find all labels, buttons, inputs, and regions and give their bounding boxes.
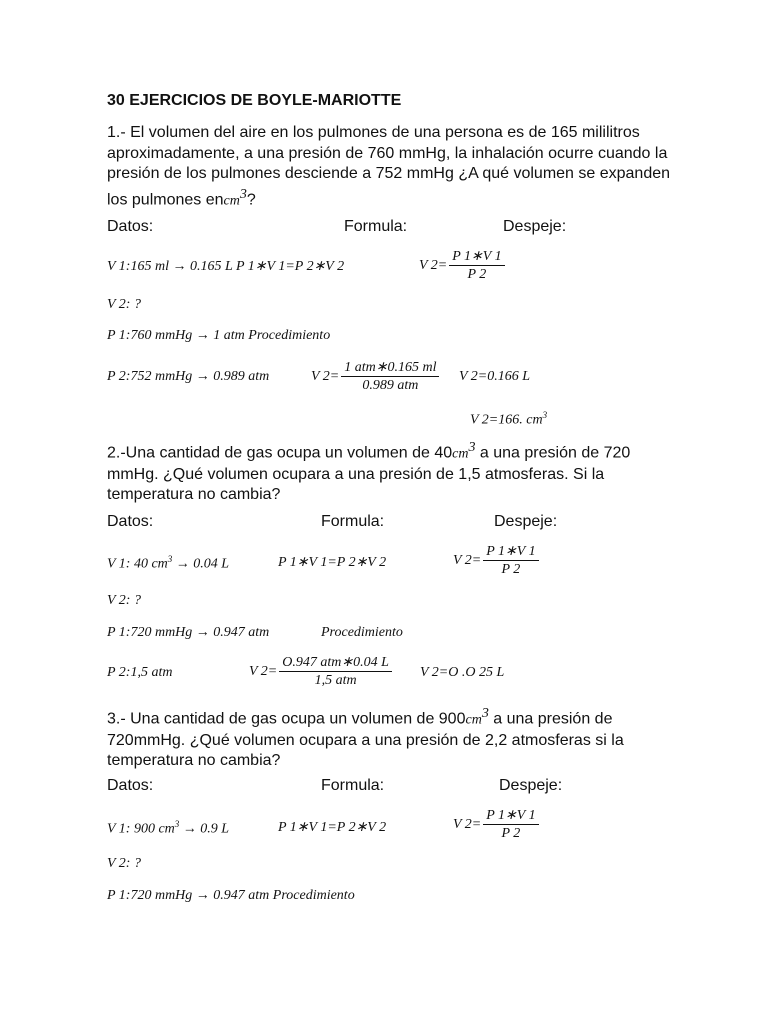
- ex3-despeje: V 2= $\frac{P 1∗V 1}{P 2}$: [453, 808, 539, 841]
- formula-label-1: Formula:: [344, 218, 408, 235]
- ex2-v1: V 1: 40 $cm^3 \to 0.04$ L: [107, 554, 230, 572]
- ex1-result-liters: V 2=0.166 L: [459, 369, 531, 384]
- despeje-label-1: Despeje:: [503, 218, 567, 235]
- ex1-formula: P 1∗V 1=P 2∗V 2: [236, 259, 345, 274]
- ex2-p1: P 1:720 mmHg → 0.947 atm: [107, 625, 270, 640]
- ex2-result: V 2=O .O 25 L: [420, 665, 505, 680]
- ex3-v1: V 1: 900 $cm^3 \to 0.9$ L: [107, 819, 230, 837]
- ex3-p1: P 1:720 mmHg → 0.947 atm Procedimiento: [107, 888, 355, 903]
- datos-label-1: Datos:: [107, 218, 154, 235]
- ex2-formula: P 1∗V 1=P 2∗V 2: [278, 555, 387, 570]
- despeje-label-2: Despeje:: [494, 513, 558, 530]
- formula-label-2: Formula:: [321, 513, 385, 530]
- despeje-label-3: Despeje:: [499, 777, 563, 794]
- formula-label-3: Formula:: [321, 777, 385, 794]
- ex2-despeje: V 2= $\frac{P 1∗V 1}{P 2}$: [453, 544, 539, 577]
- ex2-procedimiento: Procedimiento: [321, 625, 403, 640]
- exercise-1-question: 1.- El volumen del aire en los pulmones de una persona es de 165 mililitros aproximadamente, a una presión de 760 mmHg, la inhalación ocurre cuando la presión de los pulmones desciende a 752 mmHg ¿A qué volumen se expanden los pulmones encm$^3$?: [107, 124, 671, 208]
- ex3-formula: P 1∗V 1=P 2∗V 2: [278, 820, 387, 835]
- ex3-procedimiento: Procedimiento: [272, 888, 355, 903]
- ex1-p1: P 1:760 mmHg → 1 atm Procedimiento: [107, 328, 331, 343]
- ex1-p2: P 2:752 mmHg → 0.989 atm: [107, 369, 270, 384]
- ex1-result-cm3: V 2=166. $cm^3$: [470, 410, 548, 428]
- ex2-v2: V 2: ?: [107, 593, 141, 608]
- exercise-2-question: 2.-Una cantidad de gas ocupa un volumen de $40cm^3$ a una presión de 720 mmHg. ¿Qué volumen ocupara a una presión de 1,5 atmosferas. Si la temperatura no cambia?: [107, 440, 631, 504]
- ex3-v2: V 2: ?: [107, 856, 141, 871]
- ex1-v1: V 1:165 ml → 0.165 L P 1∗V 1=P 2∗V 2: [107, 259, 345, 274]
- ex1-calc: V 2= $\frac{\text{1 atm∗0.165 ml}}{\text{0.989 atm}}$: [311, 360, 439, 393]
- exercise-3-question: 3.- Una cantidad de gas ocupa un volumen de $900cm^3$ a una presión de 720mmHg. ¿Qué volumen ocupara a una presión de 2,2 atmosferas si la temperatura no cambia?: [107, 706, 624, 770]
- ex1-procedimiento: Procedimiento: [248, 328, 331, 343]
- ex2-p2: P 2:1,5 atm: [107, 665, 173, 680]
- ex1-despeje: V 2= $\frac{P 1∗V 1}{P 2}$: [419, 249, 505, 282]
- datos-label-3: Datos:: [107, 777, 154, 794]
- ex2-calc: V 2= $\frac{\text{O.947 atm∗0.04 L}}{\text{1,5 atm}}$: [249, 655, 392, 688]
- document-title: 30 EJERCICIOS DE BOYLE-MARIOTTE: [107, 92, 402, 109]
- ex1-v2: V 2: ?: [107, 297, 141, 312]
- datos-label-2: Datos:: [107, 513, 154, 530]
